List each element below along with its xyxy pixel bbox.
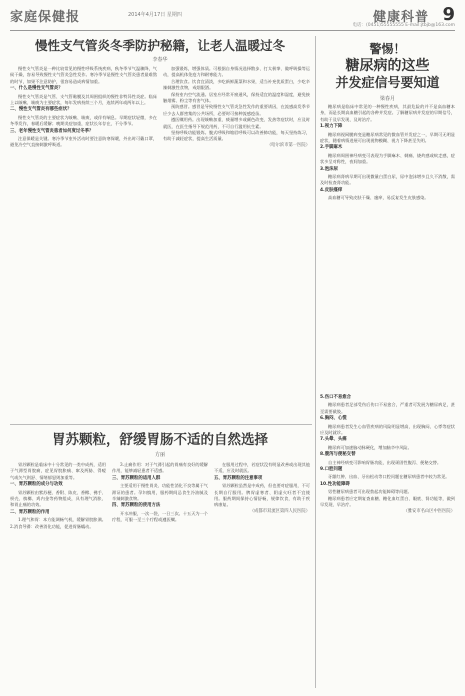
subheading: 7.头晕、头痛 bbox=[320, 437, 347, 443]
paragraph: 3.止痛作用：对于气滞引起的胃痛有良好的缓解作用，能够减轻患者不适感。 bbox=[112, 462, 208, 474]
text-column bbox=[10, 462, 106, 688]
paragraph: 糖尿病周围神经病变可表现为手脚麻木、刺痛、烧灼感或蚁走感，症状多呈对称性，夜间加重。 bbox=[320, 152, 455, 165]
issue-date: 2014年4月17日 星期四 bbox=[128, 12, 182, 18]
paragraph: 慢性支气管炎是一种比较常见的慢性呼吸系统疾病，秋冬季节气温骤降，气候干燥，容易导致慢性支气管炎急性发作。寒冷季节是慢性支气管炎患者最难熬的时节，如果不注意防护，很容易造成病情加重。 bbox=[10, 66, 157, 84]
text-column bbox=[163, 66, 310, 418]
subheading: 9.口腔问题 bbox=[320, 467, 343, 473]
paragraph: 注意保暖是关键。寒冷季节室外活动时要注意防寒保暖，外出时可戴口罩，避免冷空气直接刺激呼吸道。 bbox=[10, 136, 157, 148]
paragraph: 保持室内空气流通。居室应经常开窗通风，保持适宜的温度和湿度，避免接触烟雾、粉尘等有害气体。 bbox=[163, 91, 310, 104]
section-divider bbox=[10, 424, 312, 425]
subheading: 二、胃苏颗粒的作用 bbox=[10, 509, 50, 515]
text-column bbox=[10, 66, 157, 418]
article-title-line1: 警惕！ bbox=[369, 42, 406, 56]
paragraph: 高血糖可导致皮肤干燥、瘙痒，易反复发生皮肤感染。 bbox=[328, 195, 429, 201]
subheading: 8.腹泻与便秘交替 bbox=[320, 452, 356, 458]
text-column bbox=[214, 462, 310, 688]
text-column bbox=[320, 104, 455, 394]
article-bronchitis bbox=[10, 38, 310, 63]
paragraph: 在服用过程中，若症状没有明显改善或出现其他不适，应及时就医。 bbox=[214, 462, 310, 474]
section-title-right: 健康科普 bbox=[372, 10, 429, 25]
paragraph: 预防感冒。感冒是导致慢性支气管炎急性发作的重要诱因，在流感高发季节应少去人群密集的公共场所，必要时可接种流感疫苗。 bbox=[163, 104, 310, 116]
paragraph: 糖尿病视网膜病变是糖尿病常见的微血管并发症之一，早期可无明显症状，随着病情进展可出现视物模糊、视力下降甚至失明。 bbox=[320, 131, 455, 144]
article-author: 方丽 bbox=[154, 452, 165, 458]
column-divider bbox=[315, 36, 316, 688]
paragraph: 开水冲服，一次一袋，一日三次。十五天为一个疗程，可服一至三个疗程或遵医嘱。 bbox=[112, 510, 208, 523]
subheading: 二、慢性支气管炎有哪些症状？ bbox=[10, 107, 72, 113]
subheading: 一、什么是慢性支气管炎？ bbox=[10, 86, 63, 92]
subheading: 1.视力下降 bbox=[320, 124, 343, 130]
subheading: 5.伤口不易愈合 bbox=[320, 395, 352, 400]
subheading: 三、老年慢性支气管炎患者如何度过冬季？ bbox=[10, 128, 94, 134]
article-author: 梁春月 bbox=[379, 96, 395, 102]
text-column bbox=[320, 394, 455, 688]
paragraph: 糖尿病肾病早期可出现微量白蛋白尿，尿中泡沫增多且久不消散，需及时检查肾功能。 bbox=[320, 174, 455, 186]
article-title-line2: 糖尿病的这些 bbox=[345, 58, 430, 74]
paragraph: 自主神经病变可影响胃肠功能，出现顽固性腹泻、便秘交替。 bbox=[328, 459, 442, 465]
article-diabetes-header bbox=[320, 40, 455, 102]
article-author: 李春华 bbox=[152, 57, 168, 63]
subheading: 三、胃苏颗粒的适用人群 bbox=[112, 475, 161, 481]
subheading: 一、胃苏颗粒的成分与功效 bbox=[10, 482, 63, 488]
paragraph: 加强锻炼，增强体质。可根据自身情况选择散步、打太极拳、做呼吸操等运动，提高机体免疫力和耐寒能力。 bbox=[163, 66, 310, 78]
paragraph: 糖尿病患者应定期复查血糖、糖化血红蛋白、眼底、肾功能等，做到早发现、早治疗。 bbox=[320, 495, 455, 508]
paragraph: 糖尿病患者发生心血管疾病的风险明显增高，出现胸闷、心悸等症状应及时就诊。 bbox=[320, 423, 455, 436]
article-title: 胃苏颗粒，舒缓胃肠不适的自然选择 bbox=[52, 432, 268, 448]
paragraph: 牙龈红肿、出血、牙齿松动等口腔问题在糖尿病患者中较为常见。 bbox=[328, 474, 450, 480]
contact-info: 电话：(0451)55555555 E-mail:jtbjb@163.com bbox=[352, 23, 455, 28]
subheading: 五、胃苏颗粒的注意事项 bbox=[214, 475, 263, 481]
paragraph: 合理饮食。饮食宜清淡，多吃新鲜蔬菜和水果，适当补充优质蛋白，少吃辛辣刺激性食物，戒烟限酒。 bbox=[163, 78, 310, 91]
paragraph: 坚持呼吸功能锻炼。腹式呼吸和缩唇呼吸可以改善肺功能，每天坚持练习，有助于减轻症状，提高生活质量。 bbox=[163, 130, 310, 142]
article-credit: （成都市双流区第四人民医院） bbox=[249, 508, 310, 514]
paragraph: 胃苏颗粒是临床中十分常见的一类中成药，适用于气滞型胃脘痛，症见胃脘胀痛、窜及两胁、得嗳气或矢气则舒、情绪郁怒则加重等。 bbox=[10, 462, 106, 480]
subheading: 4.皮肤瘙痒 bbox=[320, 187, 343, 193]
paragraph: 男性糖尿病患者可出现勃起功能障碍等问题。 bbox=[328, 489, 412, 495]
article-weisu-body bbox=[10, 462, 310, 688]
subheading: 2.手脚麻木 bbox=[320, 145, 343, 151]
article-title-line3: 并发症信号要知道 bbox=[335, 76, 440, 91]
paragraph: 糖尿病患者足部受伤后伤口不易愈合，严重者可发展为糖尿病足，甚至需要截肢。 bbox=[320, 402, 455, 414]
text-column bbox=[112, 462, 208, 688]
paragraph: 慢性支气管炎的主要症状为咳嗽、咳痰，或伴有喘息。早期症状轻微，多在冬季发作，春暖后缓解；晚期炎症加重，症状长年存在，不分季节。 bbox=[10, 114, 157, 127]
paragraph: 胃苏颗粒虽然是中成药，但也要对症服用，不可长期自行服用。脾胃虚寒者、阴虚火旺者不宜使用。服药期间保持心情舒畅，规律饮食，有助于疾病康复。 bbox=[214, 483, 310, 508]
paragraph: 1.理气和胃：本方能调畅气机，缓解胃脘胀满。2.消食导滞：改善消化功能，促进胃肠蠕动。 bbox=[10, 517, 106, 529]
masthead-divider bbox=[10, 30, 455, 31]
paragraph: 遵医嘱用药。出现咳嗽加重、痰量增多或颜色改变、发热等症状时，应及时就医，在医生指导下规范用药，不可自行滥用抗生素。 bbox=[163, 117, 310, 129]
paragraph: 糖尿病是临床中常见的一种慢性疾病，其最危险的并不是高血糖本身，而是长期高血糖引起的各种并发症。了解糖尿病并发症的早期信号，有助于及早发现、及时治疗。 bbox=[320, 104, 455, 122]
paragraph: 慢性支气管炎是气管、支气管黏膜及其周围组织的慢性非特异性炎症。临床上以咳嗽、咳痰为主要症状，每年发病持续三个月，连续两年或两年以上。 bbox=[10, 93, 157, 106]
article-diabetes-body bbox=[320, 104, 455, 688]
section-title-left: 家庭保健报 bbox=[10, 10, 81, 25]
article-credit: （哈尔滨市第一医院） bbox=[267, 142, 310, 148]
article-bronchitis-body bbox=[10, 66, 310, 418]
subheading: 10.性功能障碍 bbox=[320, 481, 350, 487]
subheading: 3.泡沫尿 bbox=[320, 166, 338, 172]
page-number: 9 bbox=[442, 4, 455, 25]
paragraph: 糖尿病可加速脑动脉硬化，增加脑卒中风险。 bbox=[328, 444, 412, 450]
article-credit: （雅安市名山区中医医院） bbox=[403, 508, 455, 514]
article-title: 慢性支气管炎冬季防护秘籍，让老人温暖过冬 bbox=[34, 38, 285, 53]
article-weisu bbox=[10, 432, 310, 458]
subheading: 四、胃苏颗粒的使用方法 bbox=[112, 503, 161, 509]
subheading: 6.胸闷、心慌 bbox=[320, 416, 347, 422]
masthead bbox=[10, 6, 455, 32]
paragraph: 胃苏颗粒由紫苏梗、香附、陈皮、香橼、佛手、枳壳、槟榔、鸡内金等药物组成，具有理气消胀、和胃止痛的功效。 bbox=[10, 489, 106, 508]
paragraph: 主要适用于慢性胃炎、功能性消化不良等属于气滞证的患者。孕妇慎用，服药期间忌食生冷油腻及辛辣刺激食物。 bbox=[112, 483, 208, 502]
